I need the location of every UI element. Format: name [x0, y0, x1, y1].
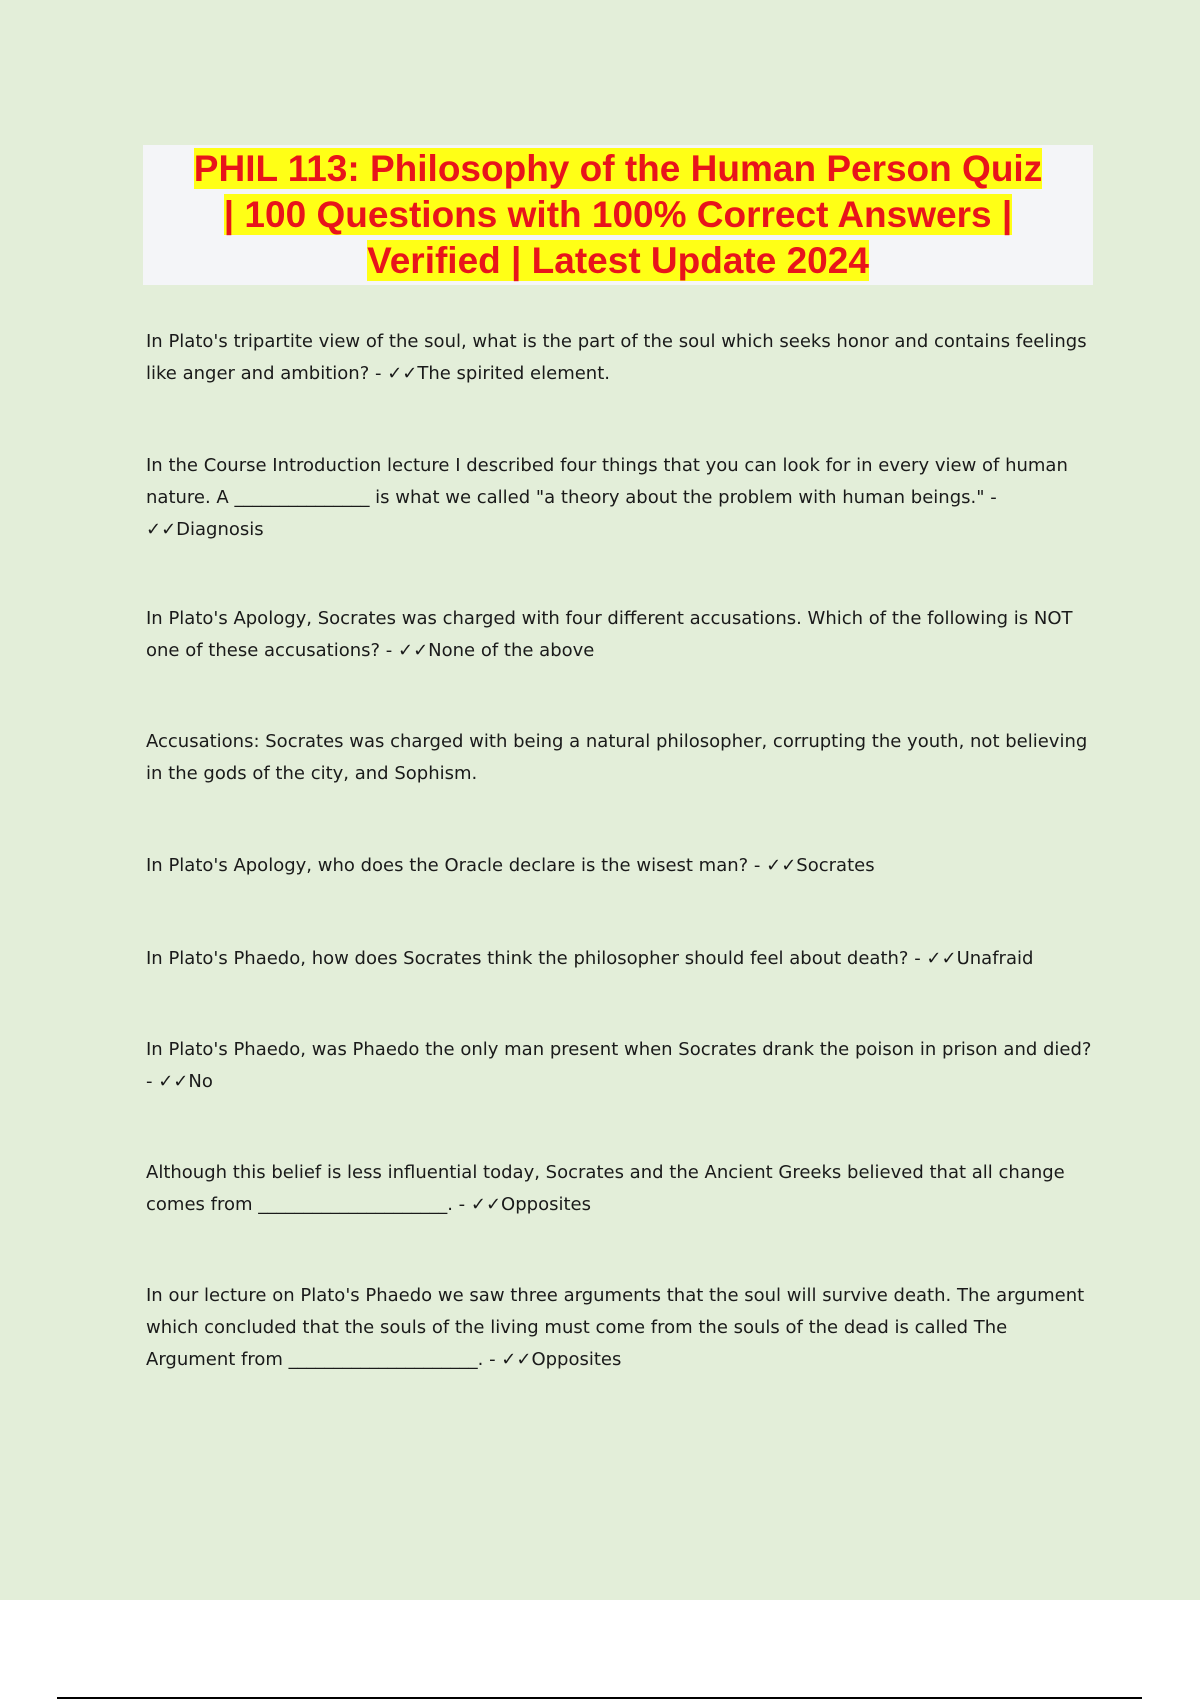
qa-line: In Plato's Apology, who does the Oracle declare is the wisest man? - ✓✓Socrates — [146, 855, 875, 876]
qa-line: In the Course Introduction lecture I described four things that you can look for in every view of human — [146, 455, 1068, 476]
accusations-note — [146, 726, 1096, 790]
qa-line: In Plato's Phaedo, how does Socrates think the philosopher should feel about death? - ✓✓Unafraid — [146, 948, 1034, 969]
question-answer-5 — [146, 943, 1096, 975]
document-title — [143, 146, 1093, 284]
qa-line: In Plato's Phaedo, was Phaedo the only man present when Socrates drank the poison in prison and died? — [146, 1039, 1092, 1060]
qa-line: In Plato's Apology, Socrates was charged with four different accusations. Which of the following is NOT — [146, 608, 1073, 629]
qa-line: like anger and ambition? - ✓✓The spirited element. — [146, 363, 610, 384]
question-answer-7 — [146, 1157, 1096, 1221]
question-answer-6 — [146, 1034, 1096, 1098]
question-answer-1 — [146, 326, 1096, 390]
qa-line: nature. A _______________ is what we called "a theory about the problem with human beings." - — [146, 487, 997, 508]
title-line-3: Verified | Latest Update 2024 — [367, 240, 869, 281]
qa-line: Accusations: Socrates was charged with being a natural philosopher, corrupting the youth, not believing — [146, 731, 1088, 752]
question-answer-3 — [146, 603, 1096, 667]
title-line-2: | 100 Questions with 100% Correct Answers | — [223, 194, 1013, 235]
footer-divider — [57, 1697, 1142, 1699]
question-answer-8 — [146, 1280, 1096, 1376]
title-line-1: PHIL 113: Philosophy of the Human Person Quiz — [193, 148, 1043, 189]
qa-line: In Plato's tripartite view of the soul, what is the part of the soul which seeks honor and contains feelings — [146, 331, 1087, 352]
qa-line: In our lecture on Plato's Phaedo we saw three arguments that the soul will survive death. The argument — [146, 1285, 1085, 1306]
qa-line: in the gods of the city, and Sophism. — [146, 763, 478, 784]
qa-line: which concluded that the souls of the living must come from the souls of the dead is called The — [146, 1317, 1008, 1338]
qa-line: Argument from _____________________. - ✓✓Opposites — [146, 1349, 622, 1370]
question-answer-4 — [146, 850, 1096, 882]
qa-line: ✓✓Diagnosis — [146, 519, 264, 540]
qa-line: Although this belief is less influential today, Socrates and the Ancient Greeks believed that all change — [146, 1162, 1065, 1183]
question-answer-2 — [146, 450, 1096, 546]
qa-line: - ✓✓No — [146, 1071, 213, 1092]
qa-line: comes from _____________________. - ✓✓Opposites — [146, 1194, 591, 1215]
qa-line: one of these accusations? - ✓✓None of the above — [146, 640, 595, 661]
